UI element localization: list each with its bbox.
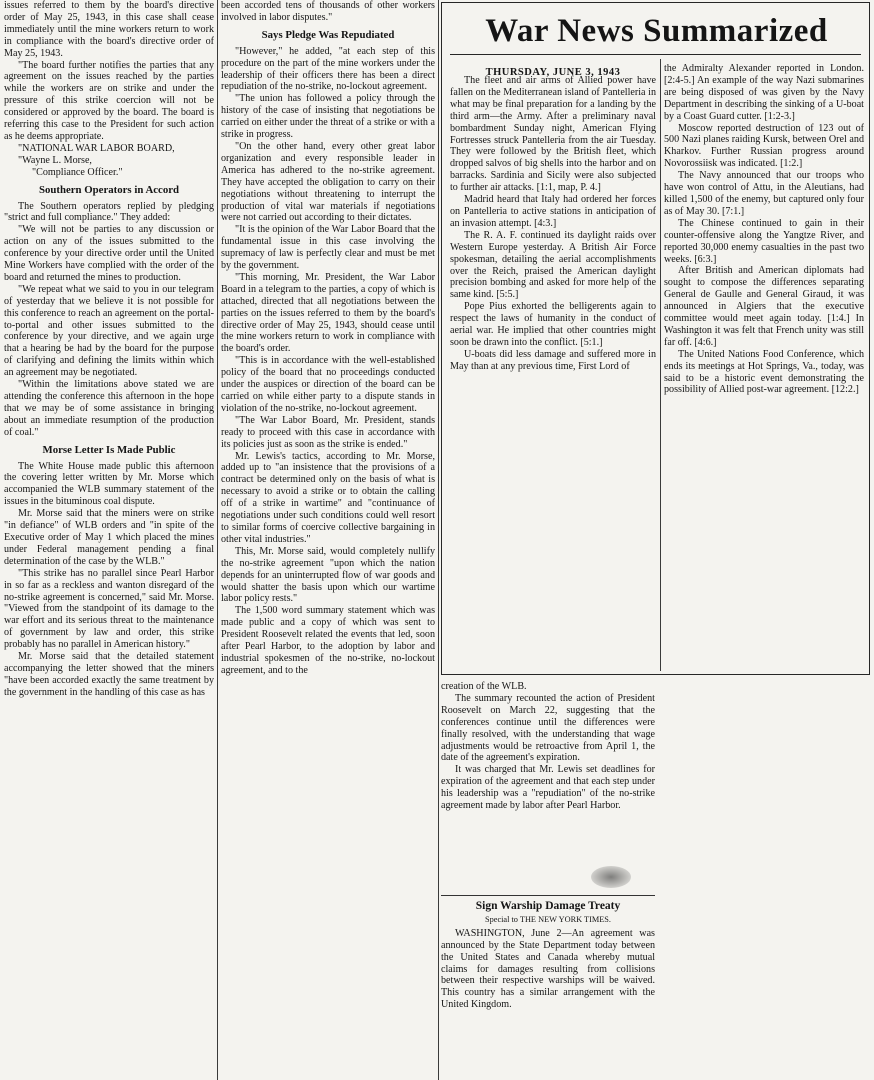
article-continuation — [441, 681, 655, 812]
article-headline: Sign Warship Damage Treaty — [475, 900, 621, 912]
paragraph: This, Mr. Morse said, would completely nullify the no-strike agreement "upon which the nation depends for an uninterrupted flow of war goods and would shatter the basis upon which our wartime labor policy rests." — [221, 545, 435, 605]
paragraph: Mr. Lewis's tactics, according to Mr. Morse, added up to "an insistence that the provisions of a contract be determined only on the basis of what is necessary to avoid a strike or to obtain the calling off of a strike in wartime" and "continuance of negotiations under such conditions could well resort to similar forms of coercive collective bargaining in other vital industries." — [221, 450, 435, 545]
summary-item: Moscow reported destruction of 123 out of 500 Nazi planes raiding Kursk, between Orel and Kharkov. Further Russian progress around Novorossiisk was indicated. [1:2.] — [664, 122, 864, 170]
article-column-4 — [441, 681, 870, 1076]
paragraph: "This strike has no parallel since Pearl Harbor in so far as a reckless and wanton disregard of the no-strike agreement is concerned," said Mr. Morse. "Viewed from the standpoint of its damage to the war effort and its serious threat to the maintenance of government by law and order, this strike probably has no parallel in American history." — [4, 567, 214, 651]
paragraph: "The union has followed a policy through the history of the case of insisting that negotiations be carried on either under the threat of a strike or with a strike in progress. — [221, 93, 435, 141]
summary-column-left — [450, 75, 656, 671]
summary-item: The Navy announced that our troops who have won control of Attu, in the Aleutians, had killed 1,500 of the enemy, but captured only four as of May 30. [7:1.] — [664, 170, 864, 217]
paragraph: issues referred to them by the board's directive order of May 25, 1943, in this case shall cease immediately until the mine workers return to work in compliance with the board's directive order of May 25, 1943. — [4, 0, 214, 59]
paragraph: "The War Labor Board, Mr. President, stands ready to proceed with this case in accordance with its policies just as soon as the strike is ended." — [221, 414, 435, 450]
paragraph: "We repeat what we said to you in our telegram of yesterday that we believe it is not possible for this conference to reach an agreement on the portal-to-portal and other issues submitted to the conference by your directive, and we again urge that a hearing be had by the board for the purpose of clarifying and defining the limits within which an agreement may be negotiated. — [4, 283, 214, 379]
summary-title: War News Summarized — [485, 13, 828, 49]
war-news-summary-box — [441, 2, 870, 675]
paragraph: The summary recounted the action of President Roosevelt on March 22, suggesting that the conferences continue until the differences were finally resolved, with the understanding that wage adjustments would be retroactive from April 1, the date of the agreement's expiration. — [441, 692, 655, 764]
signature-line: "NATIONAL WAR LABOR BOARD, — [18, 142, 175, 154]
summary-item: Pope Pius exhorted the belligerents again to respect the laws of humanity in the conduct of aerial war. He implied that other countries might soon be drawn into the conflict. [5:1.] — [450, 301, 656, 348]
paragraph: "It is the opinion of the War Labor Board that the fundamental issue in this case involving the supremacy of law is perfectly clear and must be met by the government. — [221, 224, 435, 272]
ink-smudge — [591, 866, 631, 888]
article-column-1 — [4, 0, 214, 1076]
column-rule — [660, 59, 661, 671]
summary-item: U-boats did less damage and suffered more in May than at any previous time, First Lord of — [450, 348, 656, 372]
paragraph: "This morning, Mr. President, the War Labor Board in a telegram to the parties, a copy of which is attached, directed that all negotiations between the parties on the issues referred to them by the board's directive order of May 25, 1943, should cease until the mine workers return to work in compliance with the board's order. — [221, 271, 435, 355]
treaty-article — [441, 895, 655, 1011]
paragraph: WASHINGTON, June 2—An agreement was announced by the State Department today between the United States and Canada whereby mutual claims for damages resulting from collisions between their respective warships will be waived. This country has a similar arrangement with the United Kingdom. — [441, 927, 655, 1011]
article-credit: Special to THE NEW YORK TIMES. — [485, 914, 611, 924]
signature-line: "Compliance Officer." — [32, 166, 123, 178]
title-rule — [450, 54, 861, 55]
summary-item: The Chinese continued to gain in their counter-offensive along the Yangtze River, and reported 30,000 enemy casualties in the past two weeks. [6:3.] — [664, 217, 864, 265]
article-column-2 — [221, 0, 435, 1076]
summary-column-right — [664, 63, 864, 667]
paragraph: "Within the limitations above stated we are attending the conference this afternoon in the hope that we may be of some assistance in bringing about an immediate resumption of the production of coal." — [4, 379, 214, 438]
paragraph: Mr. Morse said that the miners were on strike "in defiance" of WLB orders and "in spite of the Executive order of May 1 which placed the mines under Federal management pending a final determination of the case by the WLB." — [4, 508, 214, 567]
paragraph: "However," he added, "at each step of this procedure on the part of the mine workers under the leadership of their officers there has been a direct repudiation of the no-strike, no-lockout agreement. — [221, 45, 435, 93]
summary-item: Madrid heard that Italy had ordered her forces on Pantelleria to active stations in anticipation of an invasion attempt. [4:3.] — [450, 194, 656, 229]
summary-item: After British and American diplomats had sought to compose the differences separating General de Gaulle and General Giraud, it was announced in Algiers that the executive committee would meet again today. [1:4.] In Washington it was felt that French unity was still far off. [4:6.] — [664, 265, 864, 348]
summary-item: The United Nations Food Conference, which ends its meetings at Hot Springs, Va., today, was said to be a historic event demonstrating the possibility of Allied post-war agreement. [12:2.] — [664, 348, 864, 396]
paragraph: It was charged that Mr. Lewis set deadlines for expiration of the agreement and that each step under his leadership was a "repudiation" of the no-strike agreement made by labor after Pearl Harbor. — [441, 764, 655, 812]
summary-item: The R. A. F. continued its daylight raids over Western Europe yesterday. A British Air Force spokesman, detailing the aerial accomplishments over the Reich, praised the American daylight precision bombing and asked for more help of the same kind. [5:5.] — [450, 229, 656, 301]
signature-line: "Wayne L. Morse, — [18, 154, 92, 166]
paragraph: "This is in accordance with the well-established policy of the board that no proceedings conducted under the auspices or direction of the board can be carried on while either party to a dispute stands in violation of the no-strike, no-lockout agreement. — [221, 355, 435, 414]
paragraph: The 1,500 word summary statement which was made public and a copy of which was sent to President Roosevelt related the events that led, soon after Pearl Harbor, to the adoption by labor and industrial spokesmen of the no-strike, no-lockout agreement, and to the — [221, 605, 435, 676]
paragraph: "On the other hand, every other great labor organization and every responsible leader in America has adhered to the no-strike agreement. They have accepted the obligation to carry on their negotiations without threatening to interrupt the production of vital war materials if negotiations were not carried out according to their dictates. — [221, 140, 435, 224]
subheading: Southern Operators in Accord — [38, 183, 180, 196]
summary-item: the Admiralty Alexander reported in London. [2:4-5.] An example of the way Nazi submarines are being disposed of was given by the Navy Department in describing the sinking of a U-boat by a Coast Guard cutter. [1:2-3.] — [664, 63, 864, 122]
paragraph: "The board further notifies the parties that any agreement on the issues reached by the parties while the workers are on strike and under the pressure of this strike coercion will not be considered or approved by the board. The board is referring this case to the President for such action as he deems appropriate. — [4, 59, 214, 142]
summary-item: The fleet and air arms of Allied power have fallen on the Mediterranean island of Pantelleria in what may be final preparation for a landing by the third arm—the Army. After a preliminary naval bombardment Sunday night, American Flying Fortresses struck Pantelleria from the air Tuesday. They were followed by the British fleet, which dropped salvos of big shells into the harbor and on barracks. Sardinia and Sicily were also subjected to further air attacks. [1:1, map, P. 4.] — [450, 75, 656, 194]
subheading: Says Pledge Was Repudiated — [261, 28, 395, 41]
summary-date: THURSDAY, JUNE 3, 1943 — [485, 67, 621, 78]
paragraph: creation of the WLB. — [441, 681, 527, 692]
paragraph: The White House made public this afternoon the covering letter written by Mr. Morse which accompanied the WLB summary statement of the issues in the bituminous coal dispute. — [4, 460, 214, 508]
paragraph: The Southern operators replied by pledging "strict and full compliance." They added: — [4, 200, 214, 224]
subheading: Morse Letter Is Made Public — [42, 443, 176, 456]
paragraph: Mr. Morse said that the detailed statement accompanying the letter showed that the miners "have been accorded exactly the same treatment by the government in the handling of this case as has — [4, 651, 214, 698]
paragraph: "We will not be parties to any discussion or action on any of the issues submitted to the conference by your directive order until the United Mine Workers have complied with the order of the board and returned the mines to production. — [4, 224, 214, 283]
column-rule — [438, 0, 439, 1080]
column-rule — [217, 0, 218, 1080]
paragraph: been accorded tens of thousands of other workers involved in labor disputes." — [221, 0, 435, 23]
